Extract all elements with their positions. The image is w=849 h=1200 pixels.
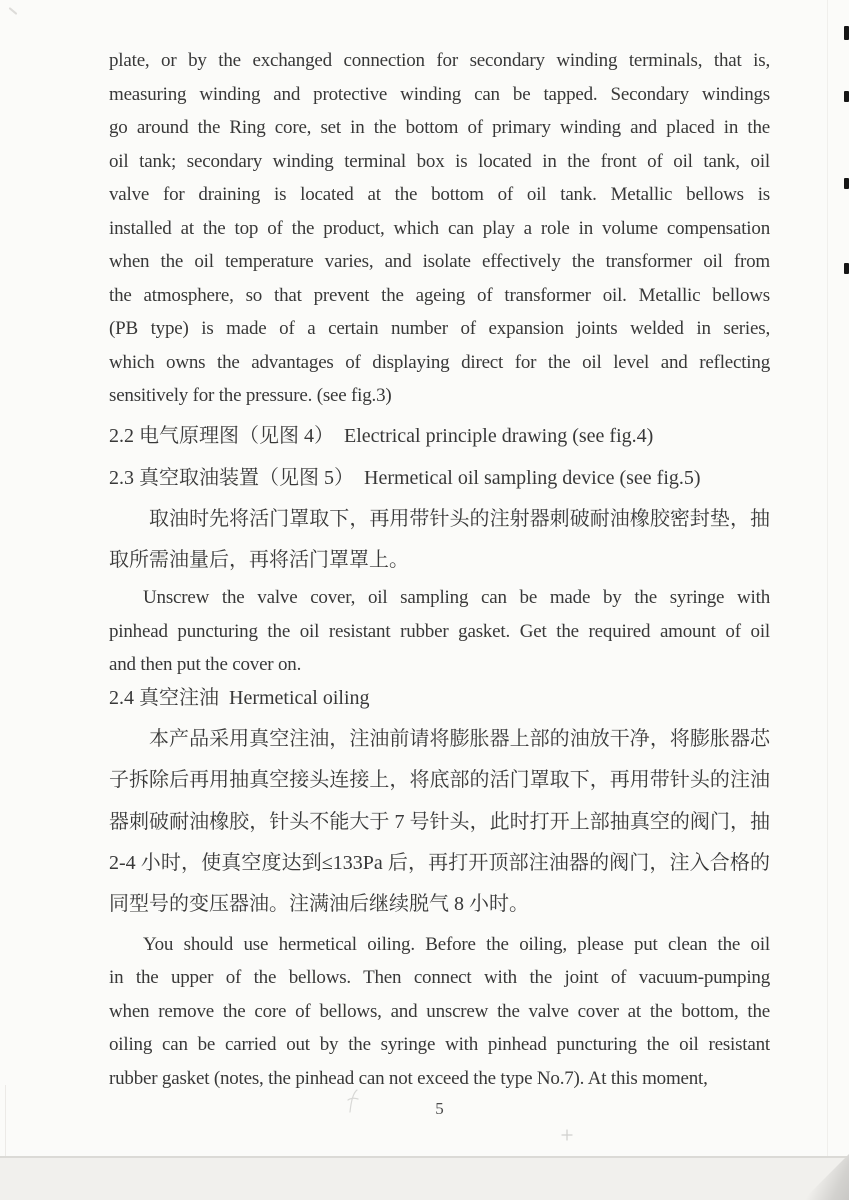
text-line: and then put the cover on. <box>109 654 302 676</box>
text-line: in the upper of the bellows. Then connect with the joint of vacuum-pumping <box>109 967 770 989</box>
text-line: which owns the advantages of displaying direct for the oil level and reflecting <box>109 351 770 373</box>
text-line: when remove the core of bellows, and unscrew the valve cover at the bottom, the <box>109 1000 770 1022</box>
text-line: oil tank; secondary winding terminal box is located in the front of oil tank, oil <box>109 150 770 172</box>
text-line: sensitively for the pressure. (see fig.3) <box>109 385 392 406</box>
text-line: the atmosphere, so that prevent the ageing of transformer oil. Metallic bellows <box>109 284 770 306</box>
text-line: You should use hermetical oiling. Before the oiling, please put clean the oil <box>143 933 770 955</box>
section-heading <box>109 420 770 454</box>
paragraph-chinese <box>109 719 770 925</box>
text-line: installed at the top of the product, which can play a role in volume compensation <box>109 217 770 239</box>
paragraph-english <box>109 581 770 682</box>
paragraph-english <box>109 44 770 413</box>
text-line: 2.4 真空注油 Hermetical oiling <box>109 686 370 709</box>
paragraph-english <box>109 928 770 1096</box>
pen-plus-mark <box>560 1128 574 1142</box>
text-line: measuring winding and protective winding can be tapped. Secondary windings <box>109 83 770 105</box>
text-line: valve for draining is located at the bottom of oil tank. Metallic bellows is <box>109 184 770 205</box>
scan-bottom-edge <box>0 1156 849 1200</box>
text-line: pinhead puncturing the oil resistant rubber gasket. Get the required amount of oil <box>109 620 770 642</box>
pen-squiggle-mark <box>346 1088 360 1114</box>
page-footer <box>109 1094 770 1124</box>
binder-mark <box>844 178 849 189</box>
text-line: 2.3 真空取油装置（见图 5） Hermetical oil sampling device (see fig.5) <box>109 467 701 489</box>
text-line: 器刺破耐油橡胶，针头不能大于 7 号针头，此时打开上部抽真空的阀门，抽 <box>109 810 770 833</box>
paragraph-chinese <box>109 499 770 582</box>
scan-speck <box>9 7 18 15</box>
page-number: 5 <box>435 1099 444 1118</box>
section-heading <box>109 462 770 496</box>
text-line: go around the Ring core, set in the bottom of primary winding and placed in the <box>109 117 770 138</box>
page-edge-line <box>827 0 828 1156</box>
text-line: 2.2 电气原理图（见图 4） Electrical principle drawing (see fig.4) <box>109 424 654 447</box>
section-heading <box>109 682 770 716</box>
text-line: Unscrew the valve cover, oil sampling can be made by the syringe with <box>143 587 770 609</box>
text-line: 2-4 小时，使真空度达到≤133Pa 后，再打开顶部注油器的阀门，注入合格的 <box>109 851 770 874</box>
document-content <box>109 44 770 1095</box>
text-line: 同型号的变压器油。注满油后继续脱气 8 小时。 <box>109 893 529 916</box>
binder-mark <box>844 263 849 274</box>
text-line: plate, or by the exchanged connection for secondary winding terminals, that is, <box>109 50 770 71</box>
text-line: when the oil temperature varies, and isolate effectively the transformer oil from <box>109 251 770 272</box>
text-line: rubber gasket (notes, the pinhead can not exceed the type No.7). At this moment, <box>109 1067 708 1089</box>
text-line: (PB type) is made of a certain number of expansion joints welded in series, <box>109 318 770 339</box>
text-line: oiling can be carried out by the syringe with pinhead puncturing the oil resistant <box>109 1034 770 1056</box>
text-line: 取油时先将活门罩取下，再用带针头的注射器刺破耐油橡胶密封垫，抽 <box>149 507 770 530</box>
binder-mark <box>844 91 849 102</box>
text-line: 取所需油量后，再将活门罩罩上。 <box>109 548 409 571</box>
page-edge-line <box>5 1085 6 1156</box>
binder-mark <box>844 26 849 40</box>
text-line: 本产品采用真空注油，注油前请将膨胀器上部的油放干净，将膨胀器芯 <box>149 728 770 751</box>
text-line: 子拆除后再用抽真空接头连接上，将底部的活门罩取下，再用带针头的注油 <box>109 769 770 792</box>
